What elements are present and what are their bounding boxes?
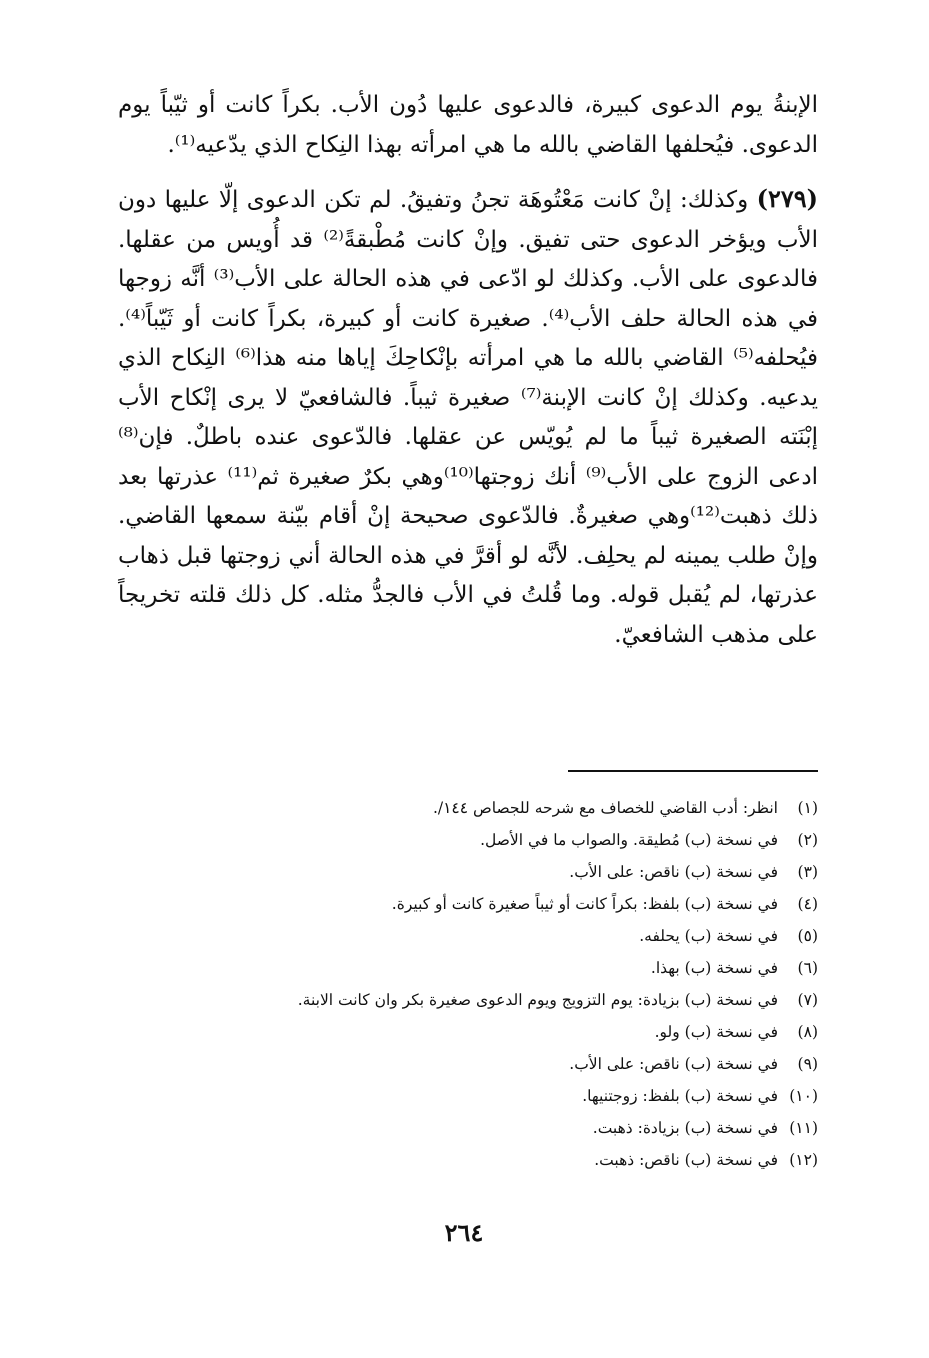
footnote-8: [150, 1016, 818, 1048]
footnote-11: [150, 1112, 818, 1144]
footnote-text: في نسخة (ب) بهذا.: [650, 959, 778, 977]
footnote-9: [150, 1048, 818, 1080]
footnote-number: (١٢): [789, 1151, 818, 1169]
footnote-text: في نسخة (ب) بزيادة: يوم التزويج ويوم الدعوى صغيرة بكر وان كانت الابنة.: [297, 991, 778, 1009]
footnote-text: في نسخة (ب) ناقص: ذهبت.: [594, 1151, 778, 1169]
footnote-text: في نسخة (ب) بلفظ: زوجتنيها.: [582, 1087, 778, 1105]
footnote-6: [150, 952, 818, 984]
main-text: [118, 86, 818, 655]
footnote-7: [150, 984, 818, 1016]
footnote-number: (٤): [797, 895, 818, 913]
footnote-text: في نسخة (ب) ناقص: على الأب.: [569, 1055, 778, 1073]
footnote-number: (٣): [797, 863, 818, 881]
footnote-text: في نسخة (ب) بزيادة: ذهبت.: [592, 1119, 778, 1137]
footnote-number: (١١): [789, 1119, 818, 1137]
footnote-1: [150, 792, 818, 824]
footnote-text: في نسخة (ب) بلفظ: بكراً كانت أو ثيباً صغيرة كانت أو كبيرة.: [391, 895, 778, 913]
footnote-12: [150, 1144, 818, 1176]
footnote-number: (١٠): [789, 1087, 818, 1105]
paragraph-1: [118, 86, 818, 165]
footnote-number: (٢): [797, 831, 818, 849]
footnote-number: (٩): [797, 1055, 818, 1073]
footnote-number: (١): [797, 799, 818, 817]
footnote-2: [150, 824, 818, 856]
footnote-5: [150, 920, 818, 952]
footnote-text: في نسخة (ب) مُطيقة. والصواب ما في الأصل.: [480, 831, 778, 849]
paragraph-1-text: الإبنةُ يوم الدعوى كبيرة، فالدعوى عليها دُون الأب. بكراً كانت أو ثيّباً يوم الدعوى. فيُحلفها القاضي بالله ما هي امرأته بهذا النِكاح الذي يدّعيه⁽¹⁾.: [118, 92, 818, 158]
section-number: (٢٧٩): [756, 184, 818, 213]
footnote-number: (٦): [797, 959, 818, 977]
footnote-3: [150, 856, 818, 888]
footnotes: [150, 792, 818, 1176]
footnote-text: في نسخة (ب) يحلفه.: [639, 927, 778, 945]
footnote-10: [150, 1080, 818, 1112]
page-number: ٢٦٤: [444, 1218, 484, 1247]
footnote-text: في نسخة (ب) ناقص: على الأب.: [569, 863, 778, 881]
footnote-text: انظر: أدب القاضي للخصاف مع شرحه للجصاص ١٤٤/.: [432, 799, 778, 817]
footnote-number: (٥): [797, 927, 818, 945]
paragraph-279: [118, 179, 818, 655]
footnote-4: [150, 888, 818, 920]
footnote-text: في نسخة (ب) ولو.: [654, 1023, 778, 1041]
paragraph-279-text: وكذلك: إنْ كانت مَعْتُوهَة تجنُ وتفيقُ. لم تكن الدعوى إلّا عليها دون الأب ويؤخر الدعوى حتى تفيق. وإنْ كانت مُطْبقةً⁽²⁾ قد أُويس من عقلها. فالدعوى على الأب. وكذلك لو ادّعى في هذه الحالة على الأب⁽³⁾ أنَّه زوجها في هذه الحالة حلف الأب⁽⁴⁾. صغيرة كانت أو كبيرة، بكراً كانت أو ثَيّباً⁽⁴⁾. فيُحلفه⁽⁵⁾ القاضي بالله ما هي امرأته بإنْكاحِكَ إياها منه هذا⁽⁶⁾ النِكاح الذي يدعيه. وكذلك إنْ كانت الإبنة⁽⁷⁾ صغيرة ثيباً. فالشافعيّ لا يرى إنْكاح الأب إبْنَته الصغيرة ثيباً ما لم يُويّس عن عقلها. فالدّعوى عنده باطلٌ. فإن⁽⁸⁾ ادعى الزوج على الأب⁽⁹⁾ أنك زوجتها⁽¹⁰⁾وهي بكرٌ صغيرة ثم⁽¹¹⁾ عذرتها بعد ذلك ذهبت⁽¹²⁾وهي صغيرةٌ. فالدّعوى صحيحة إنْ أقام بيّنة سمعها القاضي. وإنْ طلب يمينه لم يحلِف. لأنَّه لو أقرَّ في هذه الحالة أني زوجتها قبل ذهاب عذرتها، لم يُقبل قوله. وما قُلتُ في الأب فالجدُّ مثله. كل ذلك قلته تخريجاً على مذهب الشافعيّ.: [118, 187, 819, 648]
footnote-divider: [568, 770, 818, 772]
footnote-number: (٨): [797, 1023, 818, 1041]
footnote-number: (٧): [797, 991, 818, 1009]
